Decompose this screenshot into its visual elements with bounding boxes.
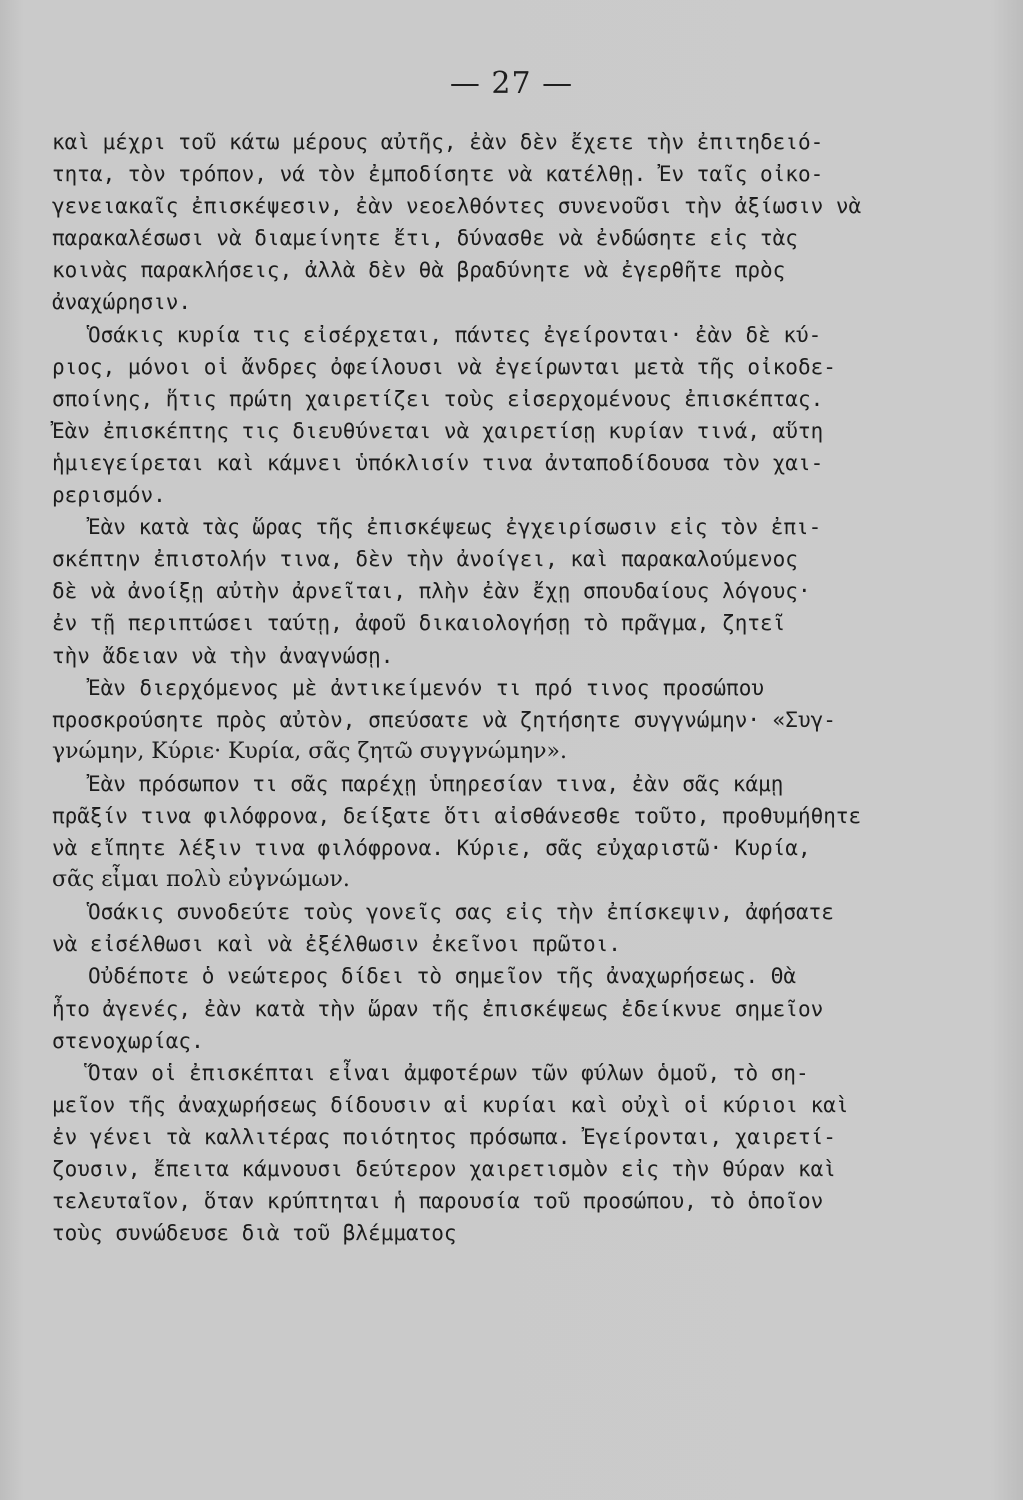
text-line: Ἐὰν διερχόμενος μὲ ἀντικείμενόν τι πρό τινος προσώπου bbox=[88, 675, 764, 700]
text-line: Ἐὰν ἐπισκέπτης τις διευθύνεται νὰ χαιρετίσῃ κυρίαν τινά, αὕτη bbox=[52, 418, 824, 443]
text-line: σᾶς εἶμαι πολὺ εὐγνώμων. bbox=[52, 867, 350, 893]
text-line: νὰ εἰσέλθωσι καὶ νὰ ἐξέλθωσιν ἐκεῖνοι πρῶτοι. bbox=[52, 932, 621, 957]
body-text bbox=[52, 126, 862, 1249]
text-line: Ὁσάκις κυρία τις εἰσέρχεται, πάντες ἐγείρονται· ἐὰν δὲ κύ- bbox=[88, 322, 822, 347]
text-line: ἐν γένει τὰ καλλιτέρας ποιότητος πρόσωπα. Ἐγείρονται, χαιρετί- bbox=[52, 1124, 836, 1149]
text-line: Ἐὰν πρόσωπον τι σᾶς παρέχῃ ὑπηρεσίαν τινα, ἐὰν σᾶς κάμῃ bbox=[88, 771, 784, 796]
text-line: Οὐδέποτε ὁ νεώτερος δίδει τὸ σημεῖον τῆς ἀναχωρήσεως. Θὰ bbox=[88, 964, 797, 989]
text-line: πρᾶξίν τινα φιλόφρονα, δείξατε ὅτι αἰσθάνεσθε τοῦτο, προθυμήθητε bbox=[52, 803, 862, 828]
text-line: καὶ μέχρι τοῦ κάτω μέρους αὐτῆς, ἐὰν δὲν ἔχετε τὴν ἐπιτηδειό- bbox=[52, 130, 824, 154]
text-line: μεῖον τῆς ἀναχωρήσεως δίδουσιν αἱ κυρίαι καὶ οὐχὶ οἱ κύριοι καὶ bbox=[52, 1092, 849, 1117]
text-line: ἐν τῇ περιπτώσει ταύτῃ, ἀφοῦ δικαιολογήσῃ τὸ πρᾶγμα, ζητεῖ bbox=[52, 611, 786, 636]
text-line: Ἐὰν κατὰ τὰς ὥρας τῆς ἐπισκέψεως ἐγχειρίσωσιν εἰς τὸν ἐπι- bbox=[88, 515, 822, 540]
text-line: Ὅταν οἱ ἐπισκέπται εἶναι ἀμφοτέρων τῶν φύλων ὁμοῦ, τὸ ση- bbox=[88, 1060, 809, 1085]
text-line: σκέπτην ἐπιστολήν τινα, δὲν τὴν ἀνοίγει, καὶ παρακαλούμενος bbox=[52, 547, 798, 572]
page-number: — 27 — bbox=[449, 66, 574, 101]
text-line: τοὺς συνώδευσε διὰ τοῦ βλέμματος bbox=[52, 1221, 457, 1246]
text-line: τητα, τὸν τρόπον, νά τὸν ἐμποδίσητε νὰ κατέλθῃ. Ἐν ταῖς οἰκο- bbox=[52, 162, 824, 187]
text-line: ἡμιεγείρεται καὶ κάμνει ὑπόκλισίν τινα ἀνταποδίδουσα τὸν χαι- bbox=[52, 450, 824, 475]
text-line: νὰ εἴπητε λέξιν τινα φιλόφρονα. Κύριε, σᾶς εὐχαριστῶ· Κυρία, bbox=[52, 836, 811, 861]
text-line: ριος, μόνοι οἱ ἄνδρες ὀφείλουσι νὰ ἐγείρωνται μετὰ τῆς οἰκοδε- bbox=[52, 354, 836, 379]
text-line: γνώμην, Κύριε· Κυρία, σᾶς ζητῶ συγγνώμην». bbox=[52, 738, 567, 764]
text-line: ζουσιν, ἔπειτα κάμνουσι δεύτερον χαιρετισμὸν εἰς τὴν θύραν καὶ bbox=[52, 1157, 836, 1181]
text-line: Ὁσάκις συνοδεύτε τοὺς γονεῖς σας εἰς τὴν ἐπίσκεψιν, ἀφήσατε bbox=[88, 900, 834, 925]
text-line: ρερισμόν. bbox=[52, 483, 166, 508]
text-line: τὴν ἄδειαν νὰ τὴν ἀναγνώσῃ. bbox=[52, 643, 394, 668]
text-line: κοινὰς παρακλήσεις, ἀλλὰ δὲν θὰ βραδύνητε νὰ ἐγερθῆτε πρὸς bbox=[52, 258, 786, 283]
text-line: γενειακαῖς ἐπισκέψεσιν, ἐὰν νεοελθόντες συνενοῦσι τὴν ἀξίωσιν νὰ bbox=[52, 194, 862, 219]
text-line: στενοχωρίας. bbox=[52, 1028, 204, 1053]
text-line: προσκρούσητε πρὸς αὐτὸν, σπεύσατε νὰ ζητήσητε συγγνώμην· «Συγ- bbox=[52, 707, 836, 732]
text-line: σποίνης, ἥτις πρώτη χαιρετίζει τοὺς εἰσερχομένους ἐπισκέπτας. bbox=[52, 386, 824, 411]
text-line: ἀναχώρησιν. bbox=[52, 290, 192, 315]
text-line: παρακαλέσωσι νὰ διαμείνητε ἔτι, δύνασθε νὰ ἐνδώσητε εἰς τὰς bbox=[52, 226, 798, 251]
text-line: ἦτο ἀγενές, ἐὰν κατὰ τὴν ὥραν τῆς ἐπισκέψεως ἐδείκνυε σημεῖον bbox=[52, 996, 824, 1021]
text-line: τελευταῖον, ὅταν κρύπτηται ἡ παρουσία τοῦ προσώπου, τὸ ὁποῖον bbox=[52, 1189, 824, 1214]
text-line: δὲ νὰ ἀνοίξῃ αὐτὴν ἀρνεῖται, πλὴν ἐὰν ἔχῃ σπουδαίους λόγους· bbox=[52, 579, 811, 604]
